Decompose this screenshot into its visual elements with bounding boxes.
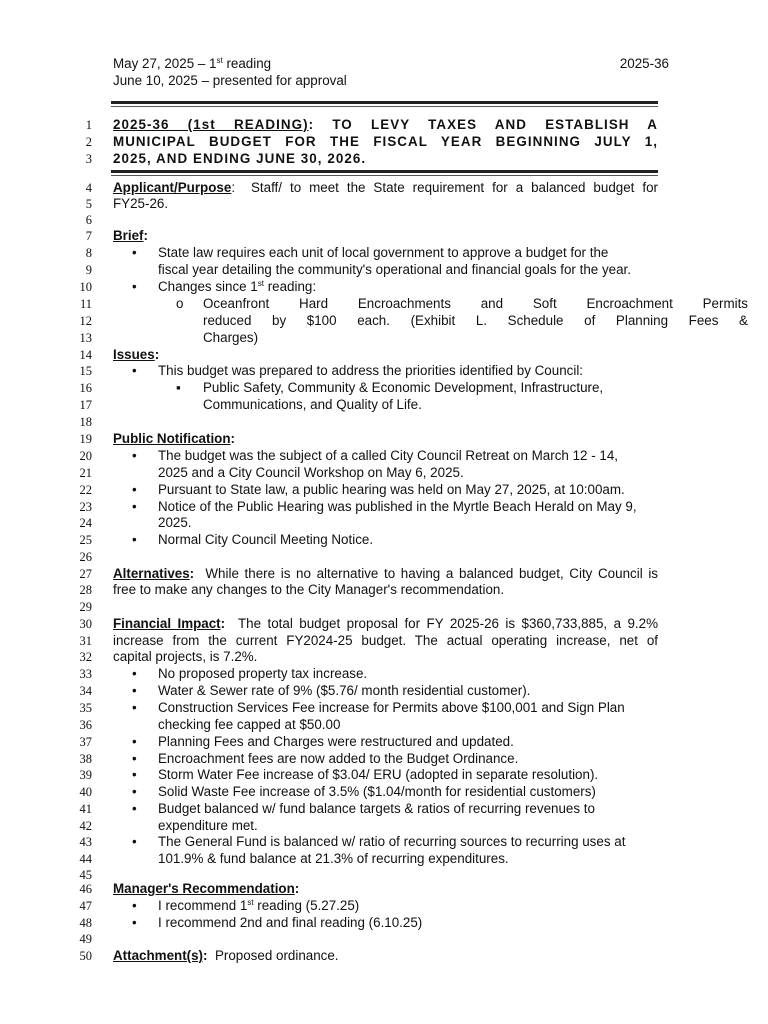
- alternatives-line-1: Alternatives: While there is no alternative to having a balanced budget, City Council is: [113, 566, 658, 581]
- financial-item-text: Encroachment fees are now added to the Budget Ordinance.: [158, 751, 519, 766]
- manager-heading: Manager's Recommendation: [113, 881, 295, 896]
- title-rule-top: [111, 170, 658, 173]
- line-number: 41: [79, 802, 92, 816]
- attachments-text: Proposed ordinance.: [214, 948, 339, 963]
- line-number: 49: [79, 932, 92, 946]
- financial-item-text: Planning Fees and Charges were restructured and updated.: [158, 734, 514, 749]
- financial-line-1: Financial Impact: The total budget proposal for FY 2025-26 is $360,733,885, a 9.2%: [113, 616, 658, 631]
- notification-bullet-1-text: The budget was the subject of a called City Council Retreat on March 12 - 14,: [158, 448, 618, 463]
- brief-bullet-1-cont: fiscal year detailing the community's operational and financial goals for the year.: [158, 262, 631, 277]
- line-number: 39: [79, 768, 92, 782]
- bullet-icon: •: [132, 279, 137, 294]
- line-number: 2: [85, 135, 92, 149]
- line-number: 31: [79, 634, 92, 648]
- line-number: 6: [85, 213, 92, 227]
- issues-bullet-1: [113, 363, 703, 379]
- notification-bullet-4-text: Normal City Council Meeting Notice.: [158, 532, 374, 547]
- small-bullet-icon: ▪: [176, 380, 181, 395]
- notification-bullet-1: [113, 448, 703, 464]
- line-number: 5: [85, 197, 92, 211]
- bullet-icon: •: [132, 448, 137, 463]
- header-first-reading-date: May 27, 2025 – 1st reading: [113, 56, 272, 71]
- bullet-icon: •: [132, 683, 137, 698]
- manager-rec-2-text: I recommend 2nd and final reading (6.10.25): [158, 915, 423, 930]
- issues-heading: Issues: [113, 347, 155, 362]
- line-number: 9: [85, 263, 92, 277]
- applicant-line-1: Applicant/Purpose: Staff/ to meet the State requirement for a balanced budget for: [113, 180, 658, 195]
- financial-item-3-cont: checking fee capped at $50.00: [158, 717, 341, 732]
- line-number: 45: [79, 868, 92, 882]
- financial-item-text: Solid Waste Fee increase of 3.5% ($1.04/month for residential customers): [158, 784, 596, 799]
- financial-item-text: Budget balanced w/ fund balance targets & ratios of recurring revenues to: [158, 801, 595, 816]
- bullet-icon: •: [132, 751, 137, 766]
- line-number: 12: [79, 314, 92, 328]
- bullet-icon: •: [132, 532, 137, 547]
- line-number: 23: [79, 500, 92, 514]
- bullet-icon: •: [132, 666, 137, 681]
- attachments-line: Attachment(s): Proposed ordinance.: [113, 948, 339, 963]
- header-ordinance-number: 2025-36: [619, 56, 669, 71]
- alternatives-heading: Alternatives: [113, 566, 190, 581]
- line-number: 13: [79, 331, 92, 345]
- notification-bullet-2-text: Pursuant to State law, a public hearing was held on May 27, 2025, at 10:00am.: [158, 482, 625, 497]
- line-number: 4: [85, 181, 92, 195]
- notification-bullet-3-cont: 2025.: [158, 515, 192, 530]
- bullet-icon: •: [132, 363, 137, 378]
- line-number: 16: [79, 381, 92, 395]
- line-number: 20: [79, 449, 92, 463]
- notification-bullet-4: [113, 532, 703, 548]
- line-number: 37: [79, 735, 92, 749]
- financial-item-1: [113, 666, 703, 682]
- financial-item-text: Storm Water Fee increase of $3.04/ ERU (adopted in separate resolution).: [158, 767, 599, 782]
- financial-item-text: No proposed property tax increase.: [158, 666, 368, 681]
- brief-heading: Brief: [113, 228, 144, 243]
- applicant-text: Staff/ to meet the State requirement for a balanced budget for: [250, 180, 658, 195]
- applicant-heading: Applicant/Purpose: [113, 180, 232, 195]
- line-number: 18: [79, 415, 92, 429]
- financial-text: The total budget proposal for FY 2025-26 is $360,733,885, a 9.2%: [238, 616, 658, 631]
- line-number: 21: [79, 466, 92, 480]
- line-number: 32: [79, 650, 92, 664]
- bullet-icon: •: [132, 767, 137, 782]
- line-number: 27: [79, 567, 92, 581]
- manager-heading-line: Manager's Recommendation:: [113, 881, 300, 896]
- alternatives-text: While there is no alternative to having a balanced budget, City Council is: [205, 566, 658, 581]
- title-line-1: [113, 117, 658, 133]
- title-rule-bottom: [111, 175, 658, 176]
- bullet-icon: •: [132, 898, 137, 913]
- manager-rec-1: • I recommend 1st reading (5.27.25): [132, 898, 360, 913]
- bullet-icon: •: [132, 834, 137, 849]
- line-number: 42: [79, 819, 92, 833]
- line-number: 22: [79, 483, 92, 497]
- notification-bullet-2: [113, 482, 703, 498]
- financial-item-5: [113, 751, 703, 767]
- line-number: 24: [79, 516, 92, 530]
- financial-item-3: [113, 700, 703, 716]
- header-approval-date: June 10, 2025 – presented for approval: [113, 73, 347, 88]
- line-number: 28: [79, 583, 92, 597]
- line-number: 30: [79, 617, 92, 631]
- financial-item-8: [113, 801, 703, 817]
- line-number: 50: [79, 949, 92, 963]
- header-rule-top: [111, 101, 658, 104]
- line-number: 34: [79, 684, 92, 698]
- attachments-heading: Attachment(s): [113, 948, 204, 963]
- brief-sub-bullet-1-cont: reduced by $100 each. (Exhibit L. Schedule of Planning Fees &: [203, 313, 748, 328]
- brief-sub-bullet-text: Oceanfront Hard Encroachments and Soft Encroachment Permits: [203, 296, 748, 311]
- brief-bullet-1: [113, 245, 703, 261]
- line-number: 38: [79, 752, 92, 766]
- title-line-1-text: : TO LEVY TAXES AND ESTABLISH A: [308, 117, 658, 132]
- line-number: 29: [79, 600, 92, 614]
- bullet-icon: •: [132, 245, 137, 260]
- ordinance-label: 2025-36 (1st READING): [113, 117, 309, 132]
- bullet-icon: •: [132, 784, 137, 799]
- line-number: 47: [79, 899, 92, 913]
- document-header: [113, 55, 669, 89]
- notification-bullet-1-cont: 2025 and a City Council Workshop on May 6, 2025.: [158, 465, 464, 480]
- line-number: 19: [79, 432, 92, 446]
- line-number: 17: [79, 398, 92, 412]
- financial-item-4: [113, 734, 703, 750]
- alternatives-line-2: free to make any changes to the City Manager's recommendation.: [113, 582, 505, 597]
- bullet-icon: •: [132, 700, 137, 715]
- line-number: 26: [79, 550, 92, 564]
- title-line-2: MUNICIPAL BUDGET FOR THE FISCAL YEAR BEGINNING JULY 1,: [113, 134, 658, 149]
- financial-item-8-cont: expenditure met.: [158, 818, 258, 833]
- title-line-3: 2025, AND ENDING JUNE 30, 2026.: [113, 151, 367, 166]
- financial-item-7: [113, 784, 703, 800]
- brief-heading-line: Brief:: [113, 228, 148, 243]
- financial-line-3: capital projects, is 7.2%.: [113, 649, 258, 664]
- financial-item-text: Construction Services Fee increase for Permits above $100,001 and Sign Plan: [158, 700, 625, 715]
- line-number: 48: [79, 916, 92, 930]
- financial-item-9: [113, 834, 703, 850]
- line-number: 10: [79, 280, 92, 294]
- line-number: 1: [85, 118, 92, 132]
- line-number: 36: [79, 718, 92, 732]
- bullet-icon: •: [132, 915, 137, 930]
- brief-bullet-2: • Changes since 1st reading:: [132, 279, 317, 294]
- bullet-icon: •: [132, 482, 137, 497]
- header-rule-bottom: [111, 106, 658, 107]
- line-number: 25: [79, 533, 92, 547]
- financial-item-9-cont: 101.9% & fund balance at 21.3% of recurring expenditures.: [158, 851, 509, 866]
- line-number: 15: [79, 364, 92, 378]
- issues-heading-line: Issues:: [113, 347, 160, 362]
- issues-sub-bullet-1: [113, 380, 748, 396]
- notification-heading-line: Public Notification:: [113, 431, 236, 446]
- line-number: 3: [85, 152, 92, 166]
- line-number: 46: [79, 882, 92, 896]
- line-number: 8: [85, 246, 92, 260]
- issues-sub-bullet-1-cont: Communications, and Quality of Life.: [203, 397, 422, 412]
- financial-line-2: increase from the current FY2024-25 budget. The actual operating increase, net of: [113, 633, 658, 648]
- financial-item-text: Water & Sewer rate of 9% ($5.76/ month residential customer).: [158, 683, 531, 698]
- financial-item-2: [113, 683, 703, 699]
- line-number: 33: [79, 667, 92, 681]
- line-number: 7: [85, 229, 92, 243]
- line-number: 14: [79, 348, 92, 362]
- issues-bullet-1-text: This budget was prepared to address the priorities identified by Council:: [158, 363, 584, 378]
- manager-rec-2: [113, 915, 703, 931]
- line-number: 44: [79, 852, 92, 866]
- line-number: 40: [79, 785, 92, 799]
- bullet-icon: •: [132, 801, 137, 816]
- issues-sub-bullet-text: Public Safety, Community & Economic Development, Infrastructure,: [203, 380, 604, 395]
- line-number: 11: [79, 297, 92, 311]
- hollow-bullet-icon: o: [176, 296, 184, 311]
- bullet-icon: •: [132, 734, 137, 749]
- bullet-icon: •: [132, 499, 137, 514]
- brief-sub-bullet-1: [113, 296, 748, 312]
- line-number: 35: [79, 701, 92, 715]
- notification-bullet-3: [113, 499, 703, 515]
- line-number: 43: [79, 835, 92, 849]
- notification-heading: Public Notification: [113, 431, 231, 446]
- financial-item-text: The General Fund is balanced w/ ratio of recurring sources to recurring uses at: [158, 834, 626, 849]
- financial-item-6: [113, 767, 703, 783]
- brief-sub-bullet-1-cont-2: Charges): [203, 330, 259, 345]
- brief-bullet-1-text: State law requires each unit of local government to approve a budget for the: [158, 245, 609, 260]
- financial-heading: Financial Impact: [113, 616, 221, 631]
- notification-bullet-3-text: Notice of the Public Hearing was published in the Myrtle Beach Herald on May 9,: [158, 499, 637, 514]
- applicant-line-2: FY25-26.: [113, 196, 169, 211]
